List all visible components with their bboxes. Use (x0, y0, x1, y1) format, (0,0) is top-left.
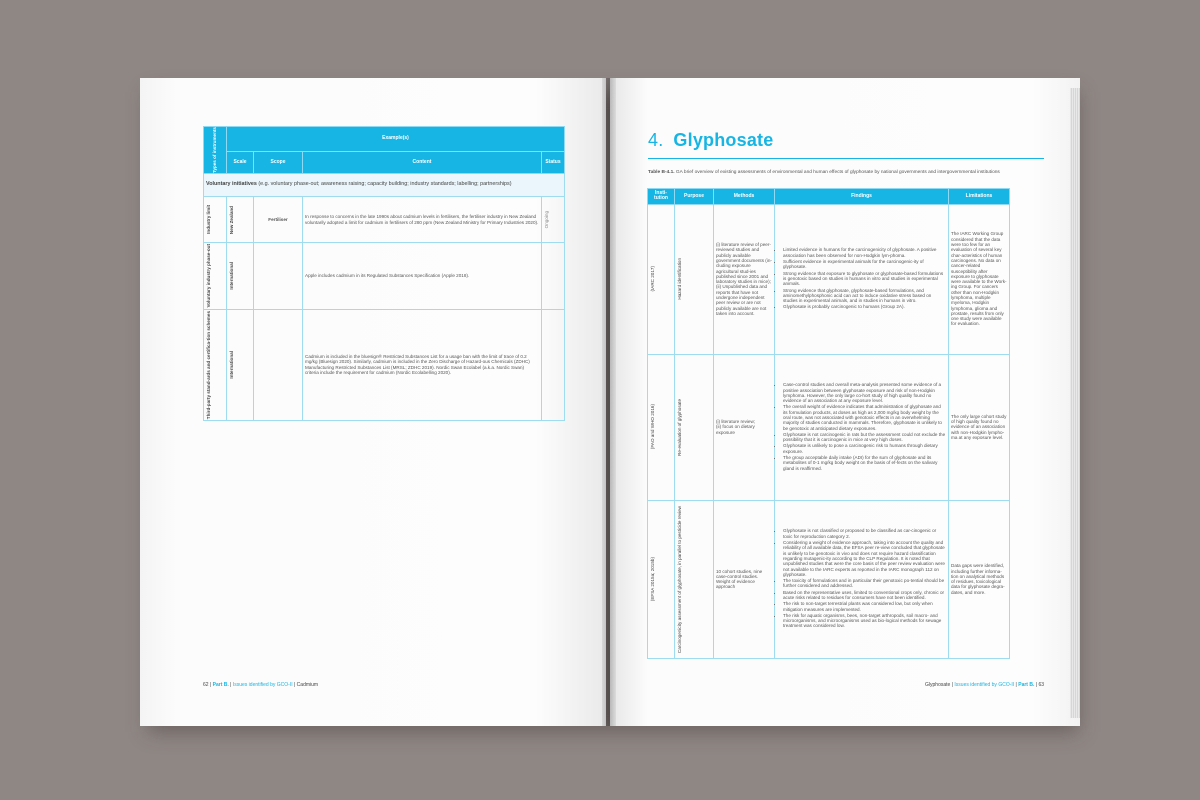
book-gutter (602, 78, 616, 726)
col-institution-header: Insti-tution (648, 189, 675, 205)
finding-item: • Case-control studies and overall meta-analysis presented some evidence of a positive association between glyphosate exposure and risk of non-Hodgkin lymphoma. However, the only large co-hort study of high quality found no evidence of an association at any exposure level. (783, 382, 946, 403)
right-footer: Glyphosate | Issues identified by GCO-II | Part B. | 63 (925, 682, 1044, 688)
row-institution: (FAO and WHO 2016) (650, 404, 655, 450)
row-status (542, 309, 565, 420)
finding-item: • Glyphosate is not carcinogenic in rats but the assessment could not exclude the possibility that it is carcinogenic in mice at very high doses. (783, 432, 946, 443)
row-type: Voluntary industry phase-out (206, 244, 211, 308)
row-scale: International (229, 262, 234, 290)
col-methods-header: Methods (714, 189, 775, 205)
finding-item: • Sufficient evidence in experimental animals for the carcinogenic-ity of glyphosate. (783, 259, 946, 270)
row-purpose: Carcinogenicity assessment of glyphosate, in parallel to pesticide review (677, 505, 682, 653)
finding-item: • Glyphosate is unlikely to pose a carcinogenic risk to humans through dietary exposure. (783, 443, 946, 454)
row-limitations: The IARC Working Group considered that the data were too few for an evaluation of several key char-acteristics of human carcinogens. No data on cancer-related susceptibility after exposure to glyphosate were available to the Work-ing Group. For cancers other than non-Hodgkin lymphoma, multiple myeloma, Hodgkin lymphoma, glioma and prostate, results from only one study were available for evaluation. (949, 204, 1010, 354)
row-content: Cadmium is included in the bluesign® Restricted Substances List for a usage ban with the limit of trace of 0.2 mg/kg (Bluesign 2020). Similarly, cadmium is included in the Zero Discharge of Hazard-ous Chemicals (ZDHC) Manufacturing Restricted Substances List (MRSL; ZDHC 2019). Nordic Swan Ecolabel (a.k.a. Nordic Swan) criteria include the requirement for cadmium (Nordic Ecolabelling 2020). (303, 309, 542, 420)
row-type: Third-party stand-ards and certifica-tion schemes (206, 310, 211, 419)
footer-section: Issues identified by GCO-II (954, 682, 1015, 688)
row-methods (714, 204, 775, 354)
row-limitations: Data gaps were identified, including further informa-tion on analytical methods of residues, toxicological data for glyphosate degra-dates, and more. (949, 500, 1010, 658)
footer-part: Part B. (1018, 682, 1035, 688)
row-purpose: Hazard identification (677, 258, 682, 300)
row-methods (714, 500, 775, 658)
finding-item: • Glyphosate is not classified or proposed to be classified as car-cinogenic or toxic for reproduction category 2. (783, 528, 946, 539)
row-scale: New Zealand (229, 205, 234, 234)
row-scope: Fertiliser (254, 197, 303, 243)
left-footer: 62 | Part B. | Issues identified by GCO-II | Cadmium (203, 682, 319, 688)
col-scope-header: Scope (254, 152, 303, 174)
col-type-header: Types of instruments (204, 127, 227, 174)
method-item: 10 cohort studies, nine case-control studies. (716, 568, 763, 579)
row-status (542, 243, 565, 309)
finding-item: • The risk for aquatic organisms, bees, non-target arthropods, soil macro- and microorganisms, and microorganisms used as bio-logical methods for sewage treatment was considered low. (783, 613, 946, 629)
glyphosate-table (647, 188, 1010, 659)
finding-item: • The overall weight of evidence indicates that administration of glyphosate and its formulation products, at doses as high as 2,000 mg/kg body weight by the oral route, was not associated with genotoxic effects in an overwhelming majority of studies conducted in mammals. Therefore, glyphosate is unlikely to be genotoxic at anticipated dietary exposures. (783, 404, 946, 430)
col-examples-header: Example(s) (227, 127, 565, 152)
footer-part: Part B. (212, 682, 229, 688)
row-institution: (IARC 2017) (650, 266, 655, 292)
page-number: 62 (203, 682, 209, 688)
instruments-table (203, 126, 565, 421)
finding-item: • Strong evidence that exposure to glyphosate or glyphosate-based formulations is genotoxic based on studies in humans in vitro and studies in experimental animals. (783, 271, 946, 287)
table-row (648, 204, 1010, 354)
table-caption (648, 170, 1044, 176)
table-row (204, 309, 565, 420)
col-findings-header: Findings (775, 189, 949, 205)
footer-topic: Cadmium (296, 682, 319, 688)
finding-item: • The risk to non-target terrestrial plants was considered low, but only when mitigation measures are implemented. (783, 601, 946, 612)
col-purpose-header: Purpose (675, 189, 714, 205)
method-item: Weight of evidence approach (716, 579, 755, 590)
col-scale-header: Scale (227, 152, 254, 174)
section-subtitle: (e.g. voluntary phase-out; awareness raising; capacity building; industry standards; labelling; partnerships) (258, 181, 512, 188)
row-status: Ongoing (544, 210, 549, 229)
book-spread (140, 78, 1080, 726)
finding-item: • The group acceptable daily intake (ADI) for the sum of glyphosate and its metabolites of 0-1 mg/kg body weight on the basis of ef-fects on the salivary gland is reaffirmed. (783, 455, 946, 471)
method-item: (ii) Unpublished data and reports that have not undergone independent peer review or are not publicly available are not taken into account. (716, 284, 768, 316)
table-row (648, 354, 1010, 500)
table-row (648, 500, 1010, 658)
row-content: Apple includes cadmium in its Regulated Substances Specification (Apple 2018). (303, 243, 542, 309)
section-row (204, 174, 565, 197)
row-limitations: The only large cohort study of high quality found no evidence of an association with non-Hodgkin lympho-ma at any exposure level. (949, 354, 1010, 500)
caption-text: GA brief overview of existing assessments of environmental and human effects of glyphosate by national governments and intergovernmental institutions (675, 170, 1000, 175)
method-item: (ii) focus on dietary exposure (716, 424, 755, 435)
footer-section: Issues identified by GCO-II (232, 682, 293, 688)
row-purpose: Re-evaluation of glyphosate (677, 398, 682, 456)
heading-number: 4. (648, 130, 664, 150)
finding-item: • The toxicity of formulations and in particular their genotoxic po-tential should be further considered and addressed. (783, 578, 946, 589)
method-item: (i) literature review of peer-reviewed studies and publicly available government documents (in-cluding exposure agricultural stud-ies published since 2001 and laboratory studies in mice); (716, 242, 772, 285)
row-type: Industry limit (206, 205, 211, 235)
section-title: Voluntary initiatives (206, 181, 257, 188)
row-methods (714, 354, 775, 500)
footer-topic: Glyphosate (925, 682, 951, 688)
row-scope (254, 309, 303, 420)
finding-item: • Considering a weight of evidence approach, taking into account the quality and reliability of all available data, the EFSA peer re-view concluded that glyphosate is unlikely to be genotoxic in vivo and does not require hazard classification regarding mutagenic-ity according to the CLP Regulation. It is noted that unpublished studies that were the core basis of the peer review evaluation were not available to the IARC experts as reported in the IARC monograph 112 on glyphosate. (783, 540, 946, 577)
page-number: 63 (1038, 682, 1044, 688)
col-content-header: Content (303, 152, 542, 174)
right-page (610, 78, 1080, 726)
heading-rule (648, 158, 1044, 159)
finding-item: • Limited evidence in humans for the carcinogenicity of glyphosate. A positive association has been observed for non-Hodgkin lym-phoma. (783, 247, 946, 258)
finding-item: • Based on the representative uses, limited to conventional crops only, chronic or acute risks related to residues for consumers have not been identified. (783, 590, 946, 601)
row-scope (254, 243, 303, 309)
col-status-header: Status (542, 152, 565, 174)
row-scale: International (229, 350, 234, 379)
page-edges (1070, 88, 1080, 718)
method-item: (i) literature review; (716, 419, 756, 425)
heading-title: Glyphosate (673, 130, 774, 150)
finding-item: • Glyphosate is probably carcinogenic to humans (Group 2A). (783, 304, 946, 309)
row-findings (775, 500, 949, 658)
table-row (204, 197, 565, 243)
chapter-heading (648, 130, 773, 151)
finding-item: • Strong evidence that glyphosate, glyphosate-based formulations, and aminomethylphosphonic acid can act to induce oxidative stress based on studies in experimental animals, and in studies in humans in vitro. (783, 288, 946, 304)
caption-label: Table B-4.1. (648, 170, 675, 175)
row-findings (775, 354, 949, 500)
row-institution: (EFSA 2015a; 2015b) (650, 557, 655, 602)
left-page (140, 78, 606, 726)
row-findings (775, 204, 949, 354)
table-row (204, 243, 565, 309)
col-limitations-header: Limitations (949, 189, 1010, 205)
row-content: In response to concerns in the late 1990s about cadmium levels in fertilisers, the fertiliser industry in New Zealand voluntarily adopted a limit for cadmium in fertilisers of 280 ppm (New Zealand Ministry for Primary Industries 2020). (303, 197, 542, 243)
